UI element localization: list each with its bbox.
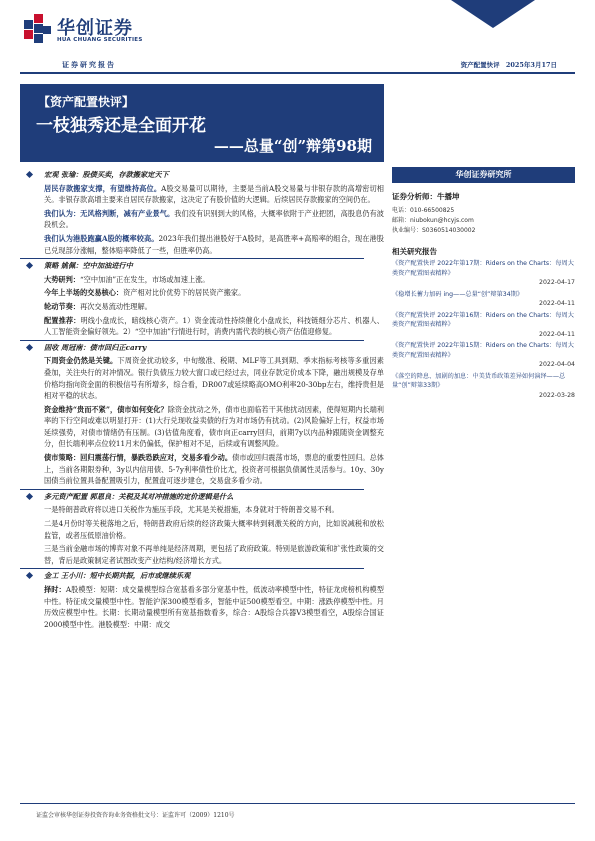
paragraph: 大势研判：“空中加油”正在发生，市场或加速上涨。 <box>44 274 210 284</box>
paragraph: 居民存款搬家支撑，有望维持高位。A股交易量可以期待，主要是当前A股交易量与非银存款的高增密切相关。非银存款高增主要来自居民存款搬家，这决定了有股价值的大逻辑。后续居民存款搬家的空间仍在。 <box>44 183 384 205</box>
analyst-license: 执业编号：S0360514030002 <box>392 227 476 234</box>
paragraph: 我们认为：无风格判断，减有产业景气。我们没有识别到大的风格，大概率依附于产业把团，高股息仍有波段机会。 <box>44 208 384 230</box>
header-decoration <box>451 0 535 28</box>
footer-divider <box>20 803 575 804</box>
paragraph: 资金维持“贵而不紧”，债市如何变化？除资金扰动之外，债市也面临若干其他扰动因素，使得短期内长端利率的下行空间或难以明显打开：(1)大行兑现收益卖债的行为对市场仍有扰动。(2)风险偏好上行，权益市场延续强势，对债市情绪仍有压制。(3)估值角度看，债市向正carry回归，前期7y以内品种跟随资金调整充分，但长端利率点位较11月末仍偏低，保护相对不足，后续或有调整风险。 <box>44 404 384 449</box>
related-report[interactable]: 《稳增长蓄力加码 ing——总量“创”辩第34期》 2022-04-11 <box>392 290 575 307</box>
section-heading: 金工 王小川：短中长期共振，后市或继续乐观 <box>44 568 384 584</box>
paragraph: 轮动节奏：再次交易流动性理解。 <box>44 301 152 311</box>
institute-banner: 华创证券研究所 <box>392 167 575 183</box>
section-heading: 多元资产配置 郭恩良：关税及其对冲措施的定价逻辑是什么 <box>44 489 384 505</box>
header-meta <box>457 60 557 69</box>
paragraph: 一是特朗普政府将以进口关税作为施压手段，尤其是关税措施，本身就对于特朗普交易不利。 <box>44 505 339 515</box>
report-subtitle: ——总量“创”辩第98期 <box>213 137 372 155</box>
report-body <box>20 167 388 797</box>
company-logo <box>22 10 162 50</box>
analyst-contact <box>392 206 575 236</box>
paragraph: 我们认为港股跑赢A股的概率较高。2023年我们提出港股好于A股时，是高胜率+高赔率的组合，现在港股已兑现部分涨幅，整体赔率降低了一些，但胜率仍高。 <box>44 233 384 255</box>
paragraph: 三是当前金融市场的博弈对象不再单纯是经济周期，更包括了政府政策。特别是旅游政策和扩张性政策的交替，背后是政策制定者试图改变产业结构/经济增长方式。 <box>44 544 384 565</box>
logo-mark-icon <box>24 14 52 44</box>
analyst-email: 邮箱：niubokun@hcyjs.com <box>392 217 474 224</box>
section-heading: 策略 姚佩：空中加油进行中 <box>44 258 384 274</box>
section-heading: 固收 周冠南：债市回归正carry <box>44 340 384 356</box>
report-type: 证券研究报告 <box>62 60 116 69</box>
paragraph: 二是4月份时等关税落地之后，特朗普政府后续的经济政策大概率转到刺激关税的方向，比如说减税和放松监管，或者压低原油价格。 <box>44 519 384 540</box>
report-date: 2025年3月17日 <box>505 61 557 69</box>
title-block <box>20 84 384 162</box>
section-heading: 宏观 张瑜：股债买卖，存款搬家定天下 <box>44 167 384 183</box>
report-title: 一枝独秀还是全面开花 <box>36 116 206 136</box>
paragraph: 债市策略：回归震荡行情，暴跌恐跌应对，交易多看少动。债市或回归震荡市场，票息的重要性回归。总体上，当前各期限券种，3y以内信用债、5-7y利率债性价比尤，投资者可根据负债属性灵活参与。10y、30y国债当前位置具备配置吸引力，配置盘可逐步建仓，交易盘多看少动。 <box>44 453 384 486</box>
analyst-name: 牛播坤 <box>437 192 460 201</box>
section-strategy <box>20 258 388 338</box>
related-report[interactable]: 《资产配置快评 2022年第15期：Riders on the Charts：每周大类资产配置图表精粹》 2022-04-04 <box>392 342 575 368</box>
header-divider <box>20 72 575 74</box>
related-report[interactable]: 《资产配置快评 2022年第16期：Riders on the Charts：每周大类资产配置图表精粹》 2022-04-11 <box>392 311 575 338</box>
bullet-diamond-icon <box>26 171 33 178</box>
report-category: 资产配置快评 <box>460 61 500 69</box>
related-reports-heading: 相关研究报告 <box>392 247 437 256</box>
paragraph: 下周资金仍然是关键。下周资金扰动较多，中旬缴准、税期、MLF等工具到期、季末指标考核等多重因素叠加，关注央行的对冲情况。银行负债压力较大窗口或已经过去，同业存款定价成本下降，融出规模及存单价格均指向资金面的积极信号有所增多，综合看，DR007或延续略高OMO利率20-30bp左右，维持贵但是相对平稳的状态。 <box>44 356 384 401</box>
section-multi-asset <box>20 489 388 567</box>
analyst-line <box>392 191 575 202</box>
company-name-en: HUA CHUANG SECURITIES <box>57 37 143 43</box>
analyst-phone: 电话：010-66500825 <box>392 207 455 214</box>
paragraph: 择时：A股模型：短期：成交量模型综合宽基看多部分宽基中性，低波动率模型中性，特征龙虎榜机构模型中性。特征成交量模型中性。智能沪深300模型看多，智能中证500模型看空。中期：涨跌停模型中性。月历效应模型中性。长期：长期动量模型所有宽基指数看多，综合：A股综合兵器V3模型看空，A股综合国证2000模型中性。港股模型：中期：成交 <box>44 585 384 629</box>
analyst-label: 证券分析师： <box>392 192 437 201</box>
report-tag: 【资产配置快评】 <box>38 95 135 109</box>
section-macro <box>20 167 388 256</box>
paragraph: 今年上半场的交易核心：资产相对比价优势下的居民资产搬家。 <box>44 288 246 298</box>
paragraph: 配置推荐：明线小盘成长，暗线核心资产。1）资金流动性持续催化小盘成长，科技链细分芯片、机器人、人工智能资金偏好领先。2）“空中加油”行情进行时，消费内需代表的核心资产估值迎修复。 <box>44 315 384 337</box>
sidebar <box>392 167 575 427</box>
company-name-cn: 华创证券 <box>57 18 133 39</box>
section-fixed-income <box>20 340 388 487</box>
section-quant <box>20 568 388 630</box>
related-report[interactable]: 《资产配置快评 2022年第17期：Riders on the Charts：每周大类资产配置图表精粹》 2022-04-17 <box>392 260 575 286</box>
related-report[interactable]: 《落空的降息、加剧的加息：中美货币政策差异如何演绎——总量“创”辩第33期》 2022-03-28 <box>392 372 575 399</box>
footer-license: 证监会审核华创证券投资咨询业务资格批文号：证监许可（2009）1210号 <box>36 812 235 819</box>
